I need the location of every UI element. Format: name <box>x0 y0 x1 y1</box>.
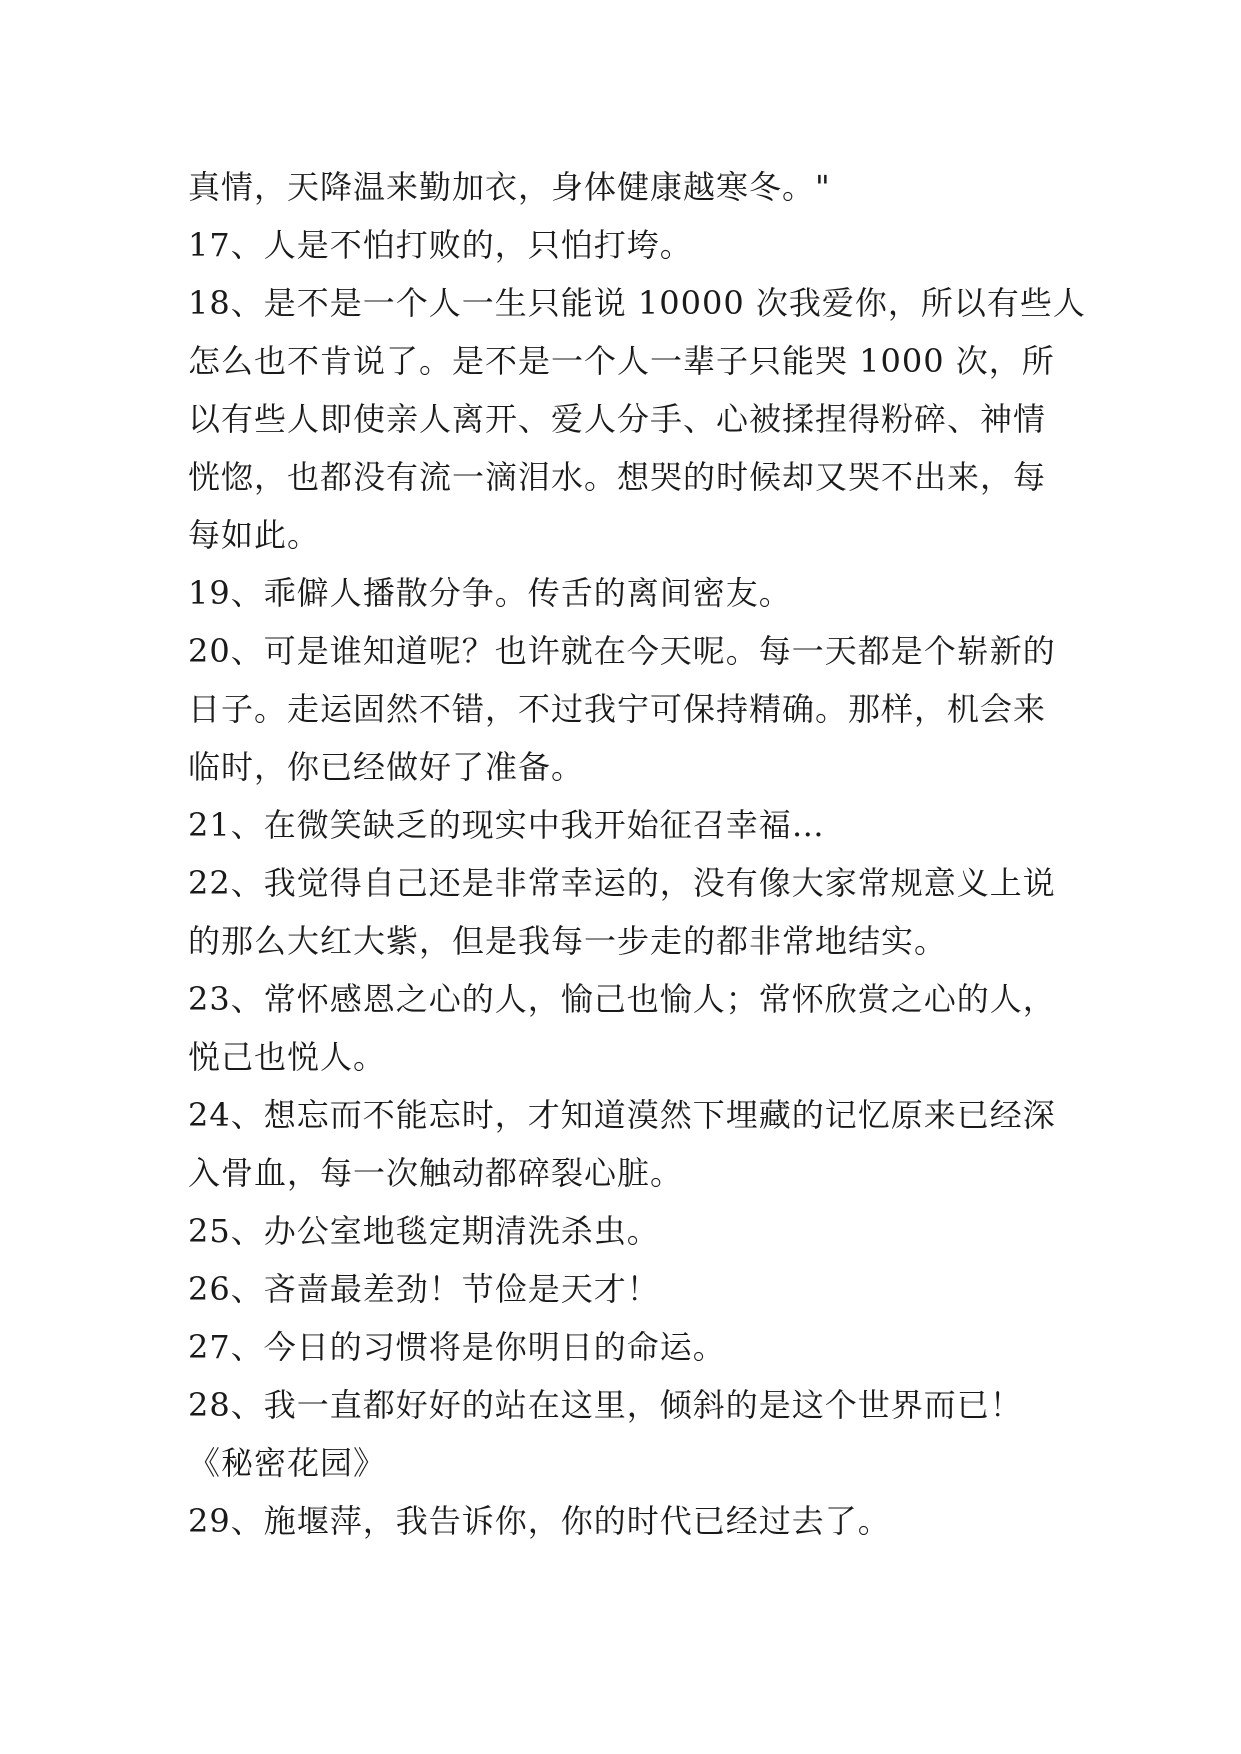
text-line: 每如此。 <box>188 516 321 554</box>
text-line: 23、常怀感恩之心的人，愉己也愉人；常怀欣赏之心的人， <box>188 980 1056 1018</box>
text-line: 22、我觉得自己还是非常幸运的，没有像大家常规意义上说 <box>188 864 1056 902</box>
text-line: 20、可是谁知道呢？也许就在今天呢。每一天都是个崭新的 <box>188 632 1056 670</box>
text-line: 真情，天降温来勤加衣，身体健康越寒冬。" <box>188 168 831 206</box>
text-line: 恍惚，也都没有流一滴泪水。想哭的时候却又哭不出来，每 <box>188 458 1047 496</box>
text-line: 19、乖僻人播散分争。传舌的离间密友。 <box>188 574 792 612</box>
document-body <box>188 158 1086 1550</box>
text-line: 《秘密花园》 <box>188 1444 387 1482</box>
text-line: 以有些人即使亲人离开、爱人分手、心被揉捏得粉碎、神情 <box>188 400 1047 438</box>
text-line: 临时，你已经做好了准备。 <box>188 748 585 786</box>
text-line: 18、是不是一个人一生只能说 10000 次我爱你，所以有些人 <box>188 284 1086 322</box>
text-line: 悦己也悦人。 <box>188 1038 387 1076</box>
text-line: 24、想忘而不能忘时，才知道漠然下埋藏的记忆原来已经深 <box>188 1096 1056 1134</box>
text-line: 21、在微笑缺乏的现实中我开始征召幸福… <box>188 806 825 844</box>
text-line: 27、今日的习惯将是你明日的命运。 <box>188 1328 726 1366</box>
text-line: 的那么大红大紫，但是我每一步走的都非常地结实。 <box>188 922 948 960</box>
text-line: 入骨血，每一次触动都碎裂心脏。 <box>188 1154 684 1192</box>
text-line: 日子。走运固然不错，不过我宁可保持精确。那样，机会来 <box>188 690 1047 728</box>
text-line: 17、人是不怕打败的，只怕打垮。 <box>188 226 693 264</box>
text-line: 28、我一直都好好的站在这里，倾斜的是这个世界而已！ <box>188 1386 1023 1424</box>
text-line: 怎么也不肯说了。是不是一个人一辈子只能哭 1000 次，所 <box>188 342 1055 380</box>
text-line: 29、施堰萍，我告诉你，你的时代已经过去了。 <box>188 1502 891 1540</box>
text-line: 26、吝啬最差劲！节俭是天才！ <box>188 1270 660 1308</box>
text-line: 25、办公室地毯定期清洗杀虫。 <box>188 1212 660 1250</box>
